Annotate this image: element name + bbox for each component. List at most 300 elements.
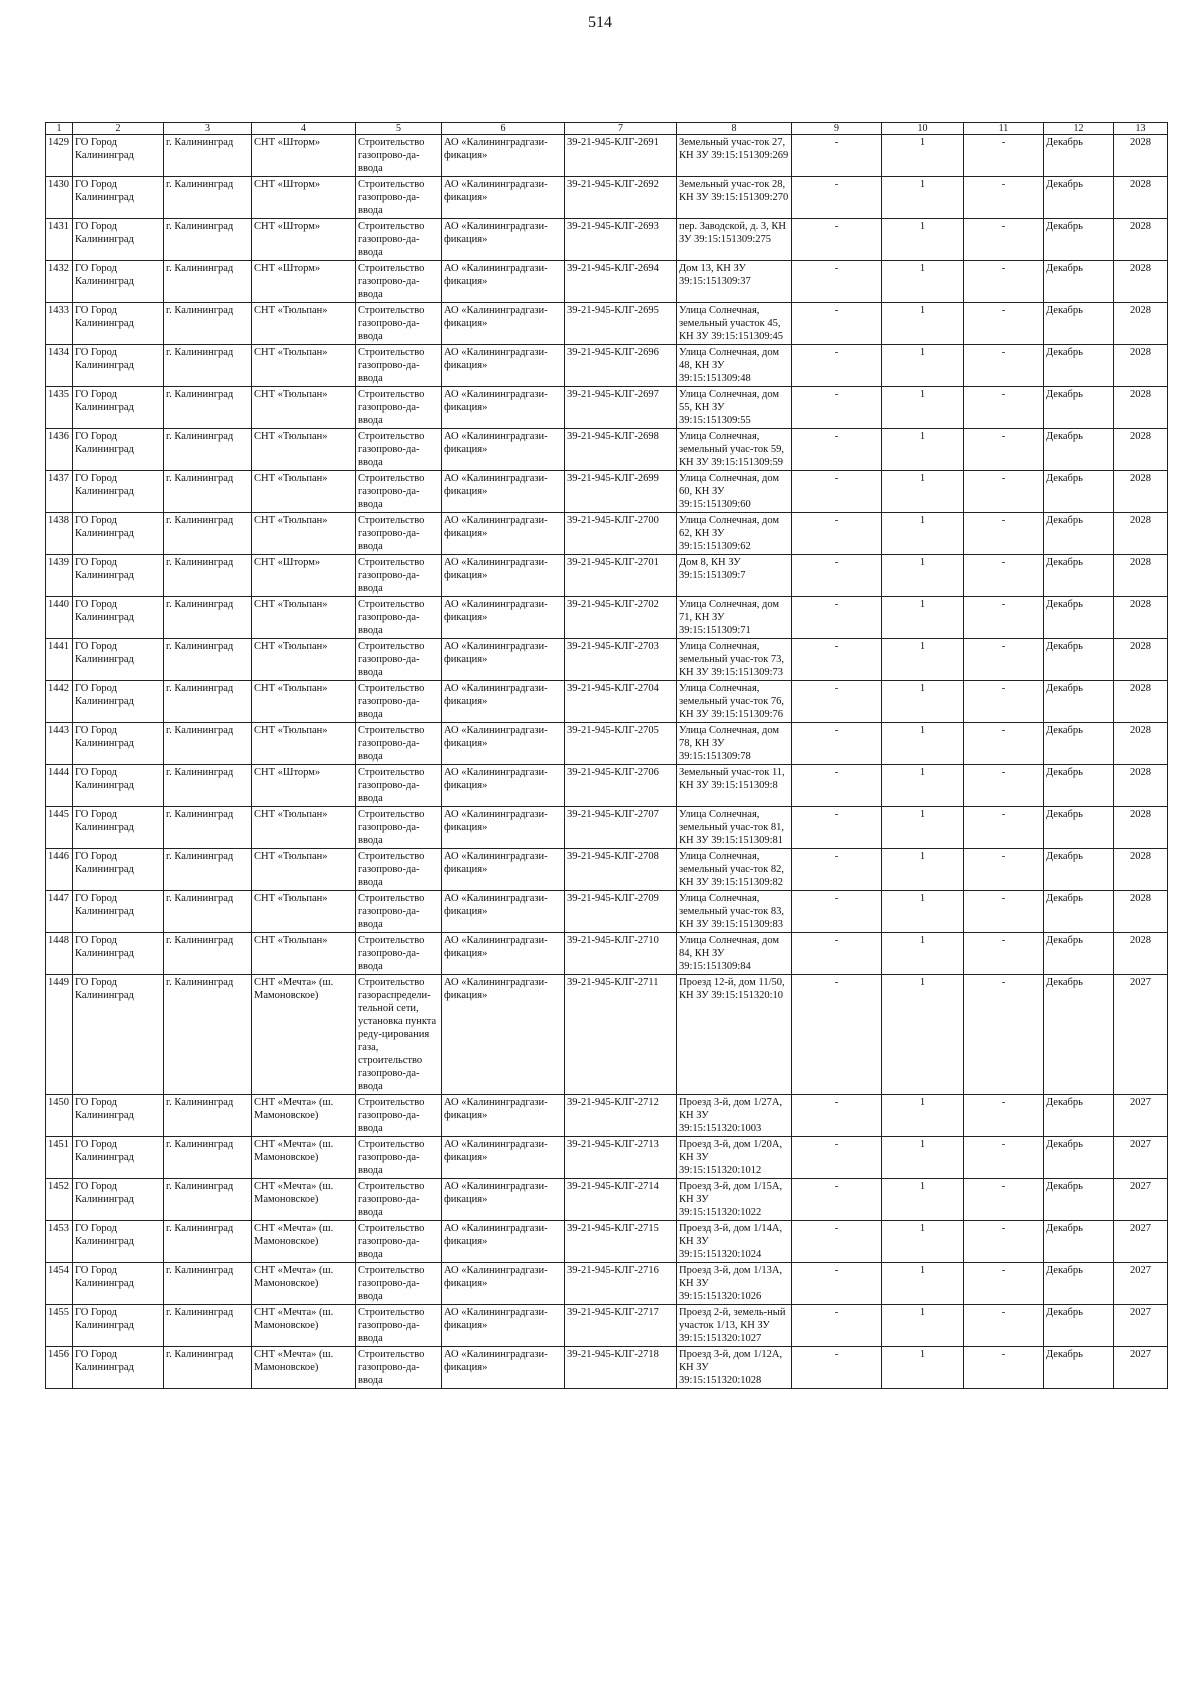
settlement: СНТ «Шторм»	[252, 135, 356, 177]
column-header: 5	[356, 123, 442, 135]
organization: АО «Калининградгази-фикация»	[442, 1347, 565, 1389]
month: Декабрь	[1044, 1305, 1114, 1347]
month: Декабрь	[1044, 891, 1114, 933]
row-number: 1435	[46, 387, 73, 429]
month: Декабрь	[1044, 1221, 1114, 1263]
col-9-value: -	[792, 723, 882, 765]
col-11-value: -	[964, 1095, 1044, 1137]
municipality: ГО Город Калининград	[73, 1137, 164, 1179]
table-row	[46, 723, 1168, 765]
month: Декабрь	[1044, 1347, 1114, 1389]
col-9-value: -	[792, 807, 882, 849]
table-row	[46, 681, 1168, 723]
address: Улица Солнечная, земельный учас-ток 82, КН ЗУ 39:15:151309:82	[677, 849, 792, 891]
month: Декабрь	[1044, 177, 1114, 219]
municipality: ГО Город Калининград	[73, 345, 164, 387]
municipality: ГО Город Калининград	[73, 723, 164, 765]
settlement: СНТ «Мечта» (ш. Мамоновское)	[252, 975, 356, 1095]
organization: АО «Калининградгази-фикация»	[442, 1095, 565, 1137]
project-code: 39-21-945-КЛГ-2709	[565, 891, 677, 933]
settlement: СНТ «Тюльпан»	[252, 807, 356, 849]
address: Улица Солнечная, дом 48, КН ЗУ 39:15:151309:48	[677, 345, 792, 387]
work-type: Строительство газопрово-да-ввода	[356, 135, 442, 177]
locality: г. Калининград	[164, 261, 252, 303]
project-code: 39-21-945-КЛГ-2694	[565, 261, 677, 303]
col-11-value: -	[964, 765, 1044, 807]
organization: АО «Калининградгази-фикация»	[442, 135, 565, 177]
month: Декабрь	[1044, 219, 1114, 261]
locality: г. Калининград	[164, 933, 252, 975]
col-10-value: 1	[882, 891, 964, 933]
municipality: ГО Город Калининград	[73, 807, 164, 849]
year: 2028	[1114, 303, 1168, 345]
organization: АО «Калининградгази-фикация»	[442, 429, 565, 471]
month: Декабрь	[1044, 345, 1114, 387]
col-10-value: 1	[882, 933, 964, 975]
locality: г. Калининград	[164, 1179, 252, 1221]
table-row	[46, 639, 1168, 681]
col-10-value: 1	[882, 219, 964, 261]
column-header: 1	[46, 123, 73, 135]
locality: г. Калининград	[164, 891, 252, 933]
year: 2028	[1114, 891, 1168, 933]
col-9-value: -	[792, 639, 882, 681]
col-11-value: -	[964, 1179, 1044, 1221]
municipality: ГО Город Калининград	[73, 849, 164, 891]
row-number: 1430	[46, 177, 73, 219]
month: Декабрь	[1044, 975, 1114, 1095]
locality: г. Калининград	[164, 849, 252, 891]
organization: АО «Калининградгази-фикация»	[442, 387, 565, 429]
locality: г. Калининград	[164, 765, 252, 807]
work-type: Строительство газопрово-да-ввода	[356, 849, 442, 891]
table-row	[46, 471, 1168, 513]
locality: г. Калининград	[164, 303, 252, 345]
settlement: СНТ «Тюльпан»	[252, 429, 356, 471]
row-number: 1447	[46, 891, 73, 933]
locality: г. Калининград	[164, 555, 252, 597]
col-11-value: -	[964, 807, 1044, 849]
address: Улица Солнечная, дом 71, КН ЗУ 39:15:151309:71	[677, 597, 792, 639]
col-11-value: -	[964, 303, 1044, 345]
organization: АО «Калининградгази-фикация»	[442, 975, 565, 1095]
locality: г. Калининград	[164, 387, 252, 429]
year: 2027	[1114, 975, 1168, 1095]
col-11-value: -	[964, 177, 1044, 219]
col-9-value: -	[792, 177, 882, 219]
month: Декабрь	[1044, 849, 1114, 891]
settlement: СНТ «Шторм»	[252, 765, 356, 807]
column-header: 12	[1044, 123, 1114, 135]
col-10-value: 1	[882, 303, 964, 345]
locality: г. Калининград	[164, 135, 252, 177]
project-code: 39-21-945-КЛГ-2703	[565, 639, 677, 681]
settlement: СНТ «Тюльпан»	[252, 513, 356, 555]
month: Декабрь	[1044, 681, 1114, 723]
col-10-value: 1	[882, 555, 964, 597]
municipality: ГО Город Калининград	[73, 639, 164, 681]
work-type: Строительство газопрово-да-ввода	[356, 555, 442, 597]
col-10-value: 1	[882, 1179, 964, 1221]
organization: АО «Калининградгази-фикация»	[442, 681, 565, 723]
address: Улица Солнечная, дом 60, КН ЗУ 39:15:151309:60	[677, 471, 792, 513]
table-row	[46, 933, 1168, 975]
year: 2028	[1114, 345, 1168, 387]
month: Декабрь	[1044, 1137, 1114, 1179]
year: 2028	[1114, 387, 1168, 429]
municipality: ГО Город Калининград	[73, 891, 164, 933]
col-11-value: -	[964, 513, 1044, 555]
table-row	[46, 387, 1168, 429]
organization: АО «Калининградгази-фикация»	[442, 1305, 565, 1347]
work-type: Строительство газопрово-да-ввода	[356, 933, 442, 975]
work-type: Строительство газопрово-да-ввода	[356, 345, 442, 387]
address: Улица Солнечная, земельный учас-ток 73, КН ЗУ 39:15:151309:73	[677, 639, 792, 681]
municipality: ГО Город Калининград	[73, 303, 164, 345]
settlement: СНТ «Тюльпан»	[252, 597, 356, 639]
month: Декабрь	[1044, 135, 1114, 177]
table-row	[46, 1263, 1168, 1305]
settlement: СНТ «Мечта» (ш. Мамоновское)	[252, 1305, 356, 1347]
month: Декабрь	[1044, 1263, 1114, 1305]
year: 2028	[1114, 135, 1168, 177]
table-row	[46, 1095, 1168, 1137]
col-9-value: -	[792, 1137, 882, 1179]
municipality: ГО Город Калининград	[73, 1095, 164, 1137]
municipality: ГО Город Калининград	[73, 261, 164, 303]
year: 2027	[1114, 1137, 1168, 1179]
municipality: ГО Город Калининград	[73, 597, 164, 639]
work-type: Строительство газопрово-да-ввода	[356, 387, 442, 429]
settlement: СНТ «Тюльпан»	[252, 681, 356, 723]
col-11-value: -	[964, 639, 1044, 681]
settlement: СНТ «Тюльпан»	[252, 471, 356, 513]
row-number: 1442	[46, 681, 73, 723]
address: Дом 8, КН ЗУ 39:15:151309:7	[677, 555, 792, 597]
row-number: 1446	[46, 849, 73, 891]
year: 2028	[1114, 513, 1168, 555]
row-number: 1455	[46, 1305, 73, 1347]
settlement: СНТ «Тюльпан»	[252, 387, 356, 429]
municipality: ГО Город Калининград	[73, 681, 164, 723]
table-row	[46, 135, 1168, 177]
project-code: 39-21-945-КЛГ-2714	[565, 1179, 677, 1221]
municipality: ГО Город Калининград	[73, 765, 164, 807]
month: Декабрь	[1044, 471, 1114, 513]
column-number-row	[46, 123, 1168, 135]
col-11-value: -	[964, 723, 1044, 765]
municipality: ГО Город Калининград	[73, 387, 164, 429]
month: Декабрь	[1044, 1179, 1114, 1221]
project-code: 39-21-945-КЛГ-2691	[565, 135, 677, 177]
row-number: 1436	[46, 429, 73, 471]
month: Декабрь	[1044, 261, 1114, 303]
column-header: 10	[882, 123, 964, 135]
year: 2028	[1114, 807, 1168, 849]
address: Улица Солнечная, дом 84, КН ЗУ 39:15:151309:84	[677, 933, 792, 975]
settlement: СНТ «Мечта» (ш. Мамоновское)	[252, 1263, 356, 1305]
municipality: ГО Город Калининград	[73, 1347, 164, 1389]
address: Улица Солнечная, дом 55, КН ЗУ 39:15:151309:55	[677, 387, 792, 429]
address: Улица Солнечная, земельный учас-ток 81, КН ЗУ 39:15:151309:81	[677, 807, 792, 849]
month: Декабрь	[1044, 723, 1114, 765]
project-code: 39-21-945-КЛГ-2715	[565, 1221, 677, 1263]
col-11-value: -	[964, 471, 1044, 513]
col-10-value: 1	[882, 345, 964, 387]
col-11-value: -	[964, 597, 1044, 639]
col-11-value: -	[964, 219, 1044, 261]
work-type: Строительство газопрово-да-ввода	[356, 807, 442, 849]
col-9-value: -	[792, 1263, 882, 1305]
municipality: ГО Город Калининград	[73, 135, 164, 177]
work-type: Строительство газопрово-да-ввода	[356, 639, 442, 681]
settlement: СНТ «Мечта» (ш. Мамоновское)	[252, 1221, 356, 1263]
work-type: Строительство газопрово-да-ввода	[356, 597, 442, 639]
organization: АО «Калининградгази-фикация»	[442, 303, 565, 345]
address: Проезд 12-й, дом 11/50, КН ЗУ 39:15:151320:10	[677, 975, 792, 1095]
month: Декабрь	[1044, 429, 1114, 471]
year: 2028	[1114, 723, 1168, 765]
col-10-value: 1	[882, 639, 964, 681]
settlement: СНТ «Шторм»	[252, 555, 356, 597]
column-header: 7	[565, 123, 677, 135]
col-11-value: -	[964, 555, 1044, 597]
year: 2027	[1114, 1221, 1168, 1263]
organization: АО «Калининградгази-фикация»	[442, 933, 565, 975]
project-code: 39-21-945-КЛГ-2698	[565, 429, 677, 471]
settlement: СНТ «Тюльпан»	[252, 933, 356, 975]
month: Декабрь	[1044, 933, 1114, 975]
table-row	[46, 765, 1168, 807]
col-11-value: -	[964, 1263, 1044, 1305]
settlement: СНТ «Шторм»	[252, 261, 356, 303]
col-11-value: -	[964, 1305, 1044, 1347]
project-code: 39-21-945-КЛГ-2718	[565, 1347, 677, 1389]
table-row	[46, 303, 1168, 345]
project-code: 39-21-945-КЛГ-2711	[565, 975, 677, 1095]
work-type: Строительство газопрово-да-ввода	[356, 1179, 442, 1221]
table-row	[46, 849, 1168, 891]
row-number: 1437	[46, 471, 73, 513]
address: Улица Солнечная, земельный учас-ток 76, КН ЗУ 39:15:151309:76	[677, 681, 792, 723]
address: Улица Солнечная, земельный учас-ток 83, КН ЗУ 39:15:151309:83	[677, 891, 792, 933]
work-type: Строительство газопрово-да-ввода	[356, 261, 442, 303]
year: 2028	[1114, 177, 1168, 219]
year: 2027	[1114, 1095, 1168, 1137]
col-9-value: -	[792, 135, 882, 177]
project-code: 39-21-945-КЛГ-2693	[565, 219, 677, 261]
organization: АО «Калининградгази-фикация»	[442, 597, 565, 639]
row-number: 1429	[46, 135, 73, 177]
municipality: ГО Город Калининград	[73, 177, 164, 219]
year: 2027	[1114, 1305, 1168, 1347]
row-number: 1449	[46, 975, 73, 1095]
year: 2028	[1114, 639, 1168, 681]
col-9-value: -	[792, 765, 882, 807]
work-type: Строительство газопрово-да-ввода	[356, 219, 442, 261]
table-row	[46, 1305, 1168, 1347]
address: Улица Солнечная, земельный участок 45, КН ЗУ 39:15:151309:45	[677, 303, 792, 345]
project-code: 39-21-945-КЛГ-2701	[565, 555, 677, 597]
table-row	[46, 807, 1168, 849]
table-body	[46, 135, 1168, 1389]
organization: АО «Калининградгази-фикация»	[442, 1179, 565, 1221]
work-type: Строительство газопрово-да-ввода	[356, 429, 442, 471]
row-number: 1433	[46, 303, 73, 345]
locality: г. Калининград	[164, 219, 252, 261]
organization: АО «Калининградгази-фикация»	[442, 177, 565, 219]
table-row	[46, 219, 1168, 261]
settlement: СНТ «Мечта» (ш. Мамоновское)	[252, 1095, 356, 1137]
settlement: СНТ «Тюльпан»	[252, 723, 356, 765]
col-9-value: -	[792, 471, 882, 513]
month: Декабрь	[1044, 1095, 1114, 1137]
project-code: 39-21-945-КЛГ-2706	[565, 765, 677, 807]
col-11-value: -	[964, 261, 1044, 303]
year: 2027	[1114, 1347, 1168, 1389]
row-number: 1441	[46, 639, 73, 681]
col-11-value: -	[964, 1221, 1044, 1263]
col-11-value: -	[964, 933, 1044, 975]
col-10-value: 1	[882, 177, 964, 219]
table-row	[46, 975, 1168, 1095]
municipality: ГО Город Калининград	[73, 975, 164, 1095]
work-type: Строительство газопрово-да-ввода	[356, 177, 442, 219]
column-header: 3	[164, 123, 252, 135]
table-row	[46, 261, 1168, 303]
column-header: 4	[252, 123, 356, 135]
column-header: 13	[1114, 123, 1168, 135]
col-10-value: 1	[882, 135, 964, 177]
col-10-value: 1	[882, 387, 964, 429]
col-9-value: -	[792, 429, 882, 471]
col-9-value: -	[792, 1347, 882, 1389]
col-11-value: -	[964, 429, 1044, 471]
work-type: Строительство газораспредели-тельной сети, установка пункта реду-цирования газа, строительство газопрово-да-ввода	[356, 975, 442, 1095]
project-code: 39-21-945-КЛГ-2710	[565, 933, 677, 975]
organization: АО «Калининградгази-фикация»	[442, 891, 565, 933]
project-code: 39-21-945-КЛГ-2717	[565, 1305, 677, 1347]
row-number: 1432	[46, 261, 73, 303]
locality: г. Калининград	[164, 1305, 252, 1347]
locality: г. Калининград	[164, 1137, 252, 1179]
settlement: СНТ «Тюльпан»	[252, 345, 356, 387]
work-type: Строительство газопрово-да-ввода	[356, 1095, 442, 1137]
work-type: Строительство газопрово-да-ввода	[356, 303, 442, 345]
year: 2028	[1114, 429, 1168, 471]
col-9-value: -	[792, 933, 882, 975]
registry-table	[45, 122, 1168, 1389]
col-11-value: -	[964, 975, 1044, 1095]
locality: г. Калининград	[164, 597, 252, 639]
row-number: 1445	[46, 807, 73, 849]
organization: АО «Калининградгази-фикация»	[442, 471, 565, 513]
col-11-value: -	[964, 1137, 1044, 1179]
settlement: СНТ «Мечта» (ш. Мамоновское)	[252, 1347, 356, 1389]
project-code: 39-21-945-КЛГ-2702	[565, 597, 677, 639]
organization: АО «Калининградгази-фикация»	[442, 261, 565, 303]
locality: г. Калининград	[164, 975, 252, 1095]
row-number: 1439	[46, 555, 73, 597]
settlement: СНТ «Мечта» (ш. Мамоновское)	[252, 1179, 356, 1221]
col-9-value: -	[792, 597, 882, 639]
project-code: 39-21-945-КЛГ-2700	[565, 513, 677, 555]
municipality: ГО Город Калининград	[73, 1179, 164, 1221]
project-code: 39-21-945-КЛГ-2705	[565, 723, 677, 765]
col-10-value: 1	[882, 1305, 964, 1347]
address: Проезд 2-й, земель-ный участок 1/13, КН ЗУ 39:15:151320:1027	[677, 1305, 792, 1347]
col-11-value: -	[964, 345, 1044, 387]
address: Земельный учас-ток 28, КН ЗУ 39:15:151309:270	[677, 177, 792, 219]
project-code: 39-21-945-КЛГ-2707	[565, 807, 677, 849]
col-10-value: 1	[882, 1221, 964, 1263]
address: Земельный учас-ток 27, КН ЗУ 39:15:151309:269	[677, 135, 792, 177]
column-header: 8	[677, 123, 792, 135]
year: 2028	[1114, 765, 1168, 807]
work-type: Строительство газопрово-да-ввода	[356, 1305, 442, 1347]
col-11-value: -	[964, 849, 1044, 891]
col-9-value: -	[792, 681, 882, 723]
project-code: 39-21-945-КЛГ-2712	[565, 1095, 677, 1137]
col-10-value: 1	[882, 513, 964, 555]
col-9-value: -	[792, 345, 882, 387]
col-11-value: -	[964, 387, 1044, 429]
organization: АО «Калининградгази-фикация»	[442, 1263, 565, 1305]
address: Проезд 3-й, дом 1/12А, КН ЗУ 39:15:151320:1028	[677, 1347, 792, 1389]
locality: г. Калининград	[164, 1263, 252, 1305]
address: Дом 13, КН ЗУ 39:15:151309:37	[677, 261, 792, 303]
row-number: 1450	[46, 1095, 73, 1137]
col-9-value: -	[792, 975, 882, 1095]
column-header: 11	[964, 123, 1044, 135]
row-number: 1444	[46, 765, 73, 807]
col-9-value: -	[792, 1095, 882, 1137]
table-row	[46, 1347, 1168, 1389]
row-number: 1431	[46, 219, 73, 261]
address: Проезд 3-й, дом 1/27А, КН ЗУ 39:15:151320:1003	[677, 1095, 792, 1137]
row-number: 1448	[46, 933, 73, 975]
col-9-value: -	[792, 1305, 882, 1347]
col-11-value: -	[964, 1347, 1044, 1389]
table-row	[46, 555, 1168, 597]
year: 2028	[1114, 597, 1168, 639]
col-10-value: 1	[882, 1137, 964, 1179]
col-11-value: -	[964, 681, 1044, 723]
address: Земельный учас-ток 11, КН ЗУ 39:15:151309:8	[677, 765, 792, 807]
table-row	[46, 891, 1168, 933]
municipality: ГО Город Калининград	[73, 1221, 164, 1263]
locality: г. Калининград	[164, 1347, 252, 1389]
locality: г. Калининград	[164, 345, 252, 387]
month: Декабрь	[1044, 387, 1114, 429]
col-9-value: -	[792, 1221, 882, 1263]
col-9-value: -	[792, 891, 882, 933]
year: 2027	[1114, 1179, 1168, 1221]
municipality: ГО Город Калининград	[73, 933, 164, 975]
row-number: 1438	[46, 513, 73, 555]
col-9-value: -	[792, 303, 882, 345]
row-number: 1452	[46, 1179, 73, 1221]
col-10-value: 1	[882, 1095, 964, 1137]
project-code: 39-21-945-КЛГ-2708	[565, 849, 677, 891]
row-number: 1451	[46, 1137, 73, 1179]
row-number: 1434	[46, 345, 73, 387]
table-row	[46, 177, 1168, 219]
address: Улица Солнечная, дом 62, КН ЗУ 39:15:151309:62	[677, 513, 792, 555]
col-10-value: 1	[882, 975, 964, 1095]
col-10-value: 1	[882, 597, 964, 639]
col-9-value: -	[792, 555, 882, 597]
